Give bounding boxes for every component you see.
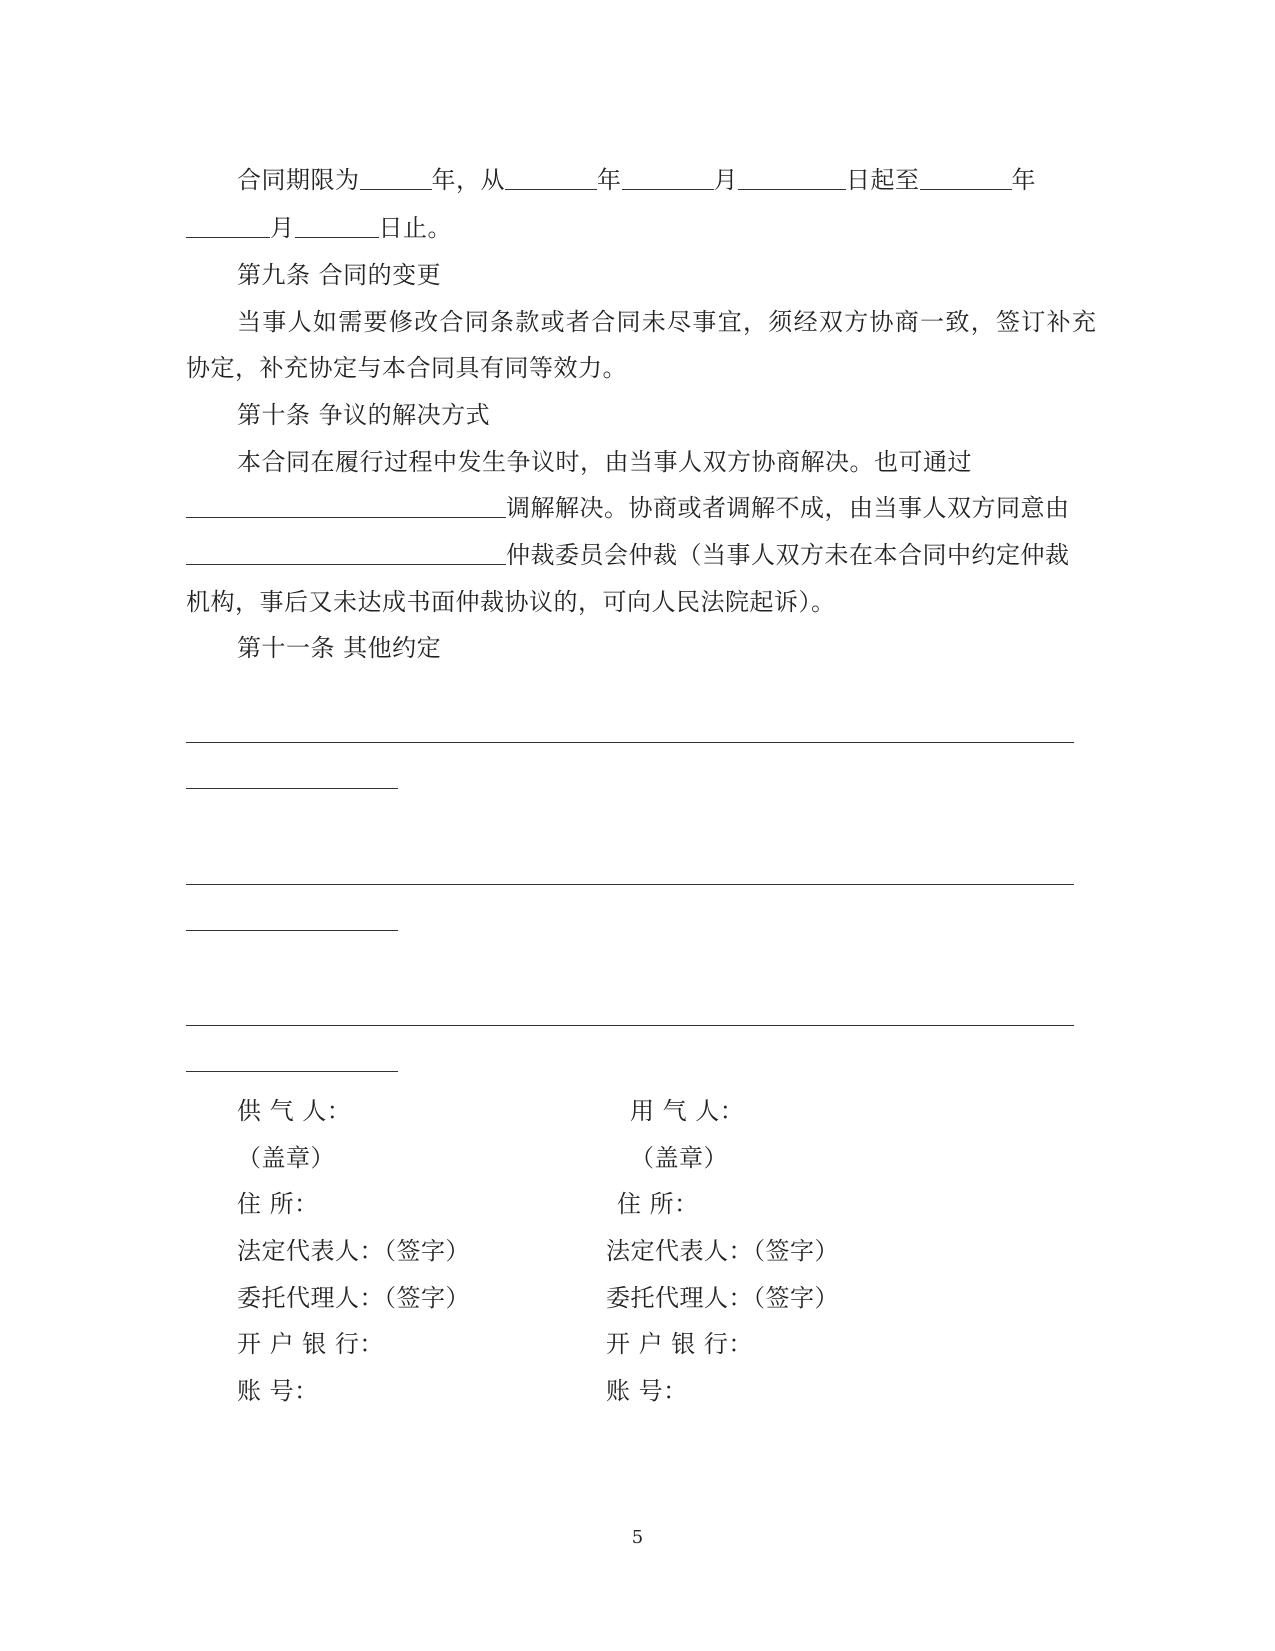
term-text-3: 年 bbox=[597, 166, 622, 194]
term-text-4: 月 bbox=[713, 166, 738, 194]
supplier-legal-representative: 法定代表人：（签字） bbox=[237, 1237, 470, 1265]
page-number: 5 bbox=[631, 1527, 644, 1548]
user-address: 住 所： bbox=[617, 1190, 699, 1218]
article-10-paragraph-line-4: 机构，事后又未达成书面仲裁协议的，可向人民法院起诉）。 bbox=[186, 588, 836, 616]
other-agreement-rule-1-cont bbox=[186, 788, 398, 789]
term-text-2: 年，从 bbox=[431, 166, 505, 194]
other-agreement-rule-2-cont bbox=[186, 930, 398, 931]
article-11-heading: 第十一条 其他约定 bbox=[237, 634, 442, 662]
user-agent: 委托代理人：（签字） bbox=[606, 1284, 839, 1312]
supplier-seal: （盖章） bbox=[237, 1144, 335, 1172]
other-agreement-rule-3-cont bbox=[186, 1071, 398, 1072]
blank-start-day bbox=[738, 167, 846, 190]
other-agreement-rule-2 bbox=[186, 884, 1074, 885]
article-9-paragraph-line-2: 协定，补充协定与本合同具有同等效力。 bbox=[186, 354, 627, 382]
term-text-7: 月 bbox=[270, 214, 295, 242]
user-seal: （盖章） bbox=[630, 1144, 728, 1172]
article-10-text-arbitration: 仲裁委员会仲裁（当事人双方未在本合同中约定仲裁 bbox=[506, 541, 1070, 569]
blank-start-month bbox=[622, 167, 714, 190]
term-text-8: 日止。 bbox=[378, 214, 452, 242]
contract-term-line-1 bbox=[237, 164, 1036, 196]
article-10-paragraph-line-2 bbox=[186, 492, 1070, 524]
blank-mediator bbox=[186, 495, 506, 518]
blank-start-year bbox=[505, 167, 597, 190]
user-label: 用 气 人： bbox=[630, 1097, 745, 1125]
article-10-paragraph-line-1: 本合同在履行过程中发生争议时，由当事人双方协商解决。也可通过 bbox=[237, 448, 972, 476]
supplier-label: 供 气 人： bbox=[237, 1097, 352, 1125]
other-agreement-rule-1 bbox=[186, 742, 1074, 743]
blank-end-month bbox=[186, 215, 270, 238]
term-text-1: 合同期限为 bbox=[237, 166, 360, 194]
article-10-paragraph-line-3 bbox=[186, 539, 1070, 571]
article-9-paragraph-line-1: 当事人如需要修改合同条款或者合同未尽事宜，须经双方协商一致，签订补充 bbox=[237, 308, 1098, 336]
article-10-heading: 第十条 争议的解决方式 bbox=[237, 401, 491, 429]
supplier-address: 住 所： bbox=[237, 1190, 319, 1218]
blank-years bbox=[360, 167, 432, 190]
blank-end-year bbox=[920, 167, 1012, 190]
term-text-5: 日起至 bbox=[846, 166, 920, 194]
article-10-text-mediation: 调解解决。协商或者调解不成，由当事人双方同意由 bbox=[506, 494, 1070, 522]
supplier-bank: 开 户 银 行： bbox=[237, 1330, 384, 1358]
supplier-account: 账 号： bbox=[237, 1377, 319, 1405]
blank-end-day bbox=[295, 215, 379, 238]
supplier-agent: 委托代理人：（签字） bbox=[237, 1284, 470, 1312]
term-text-6: 年 bbox=[1011, 166, 1036, 194]
user-account: 账 号： bbox=[606, 1377, 688, 1405]
user-bank: 开 户 银 行： bbox=[606, 1330, 753, 1358]
contract-term-line-2 bbox=[186, 212, 452, 244]
blank-arbitration-committee bbox=[186, 542, 506, 565]
article-9-heading: 第九条 合同的变更 bbox=[237, 261, 442, 289]
user-legal-representative: 法定代表人：（签字） bbox=[606, 1237, 839, 1265]
other-agreement-rule-3 bbox=[186, 1025, 1074, 1026]
